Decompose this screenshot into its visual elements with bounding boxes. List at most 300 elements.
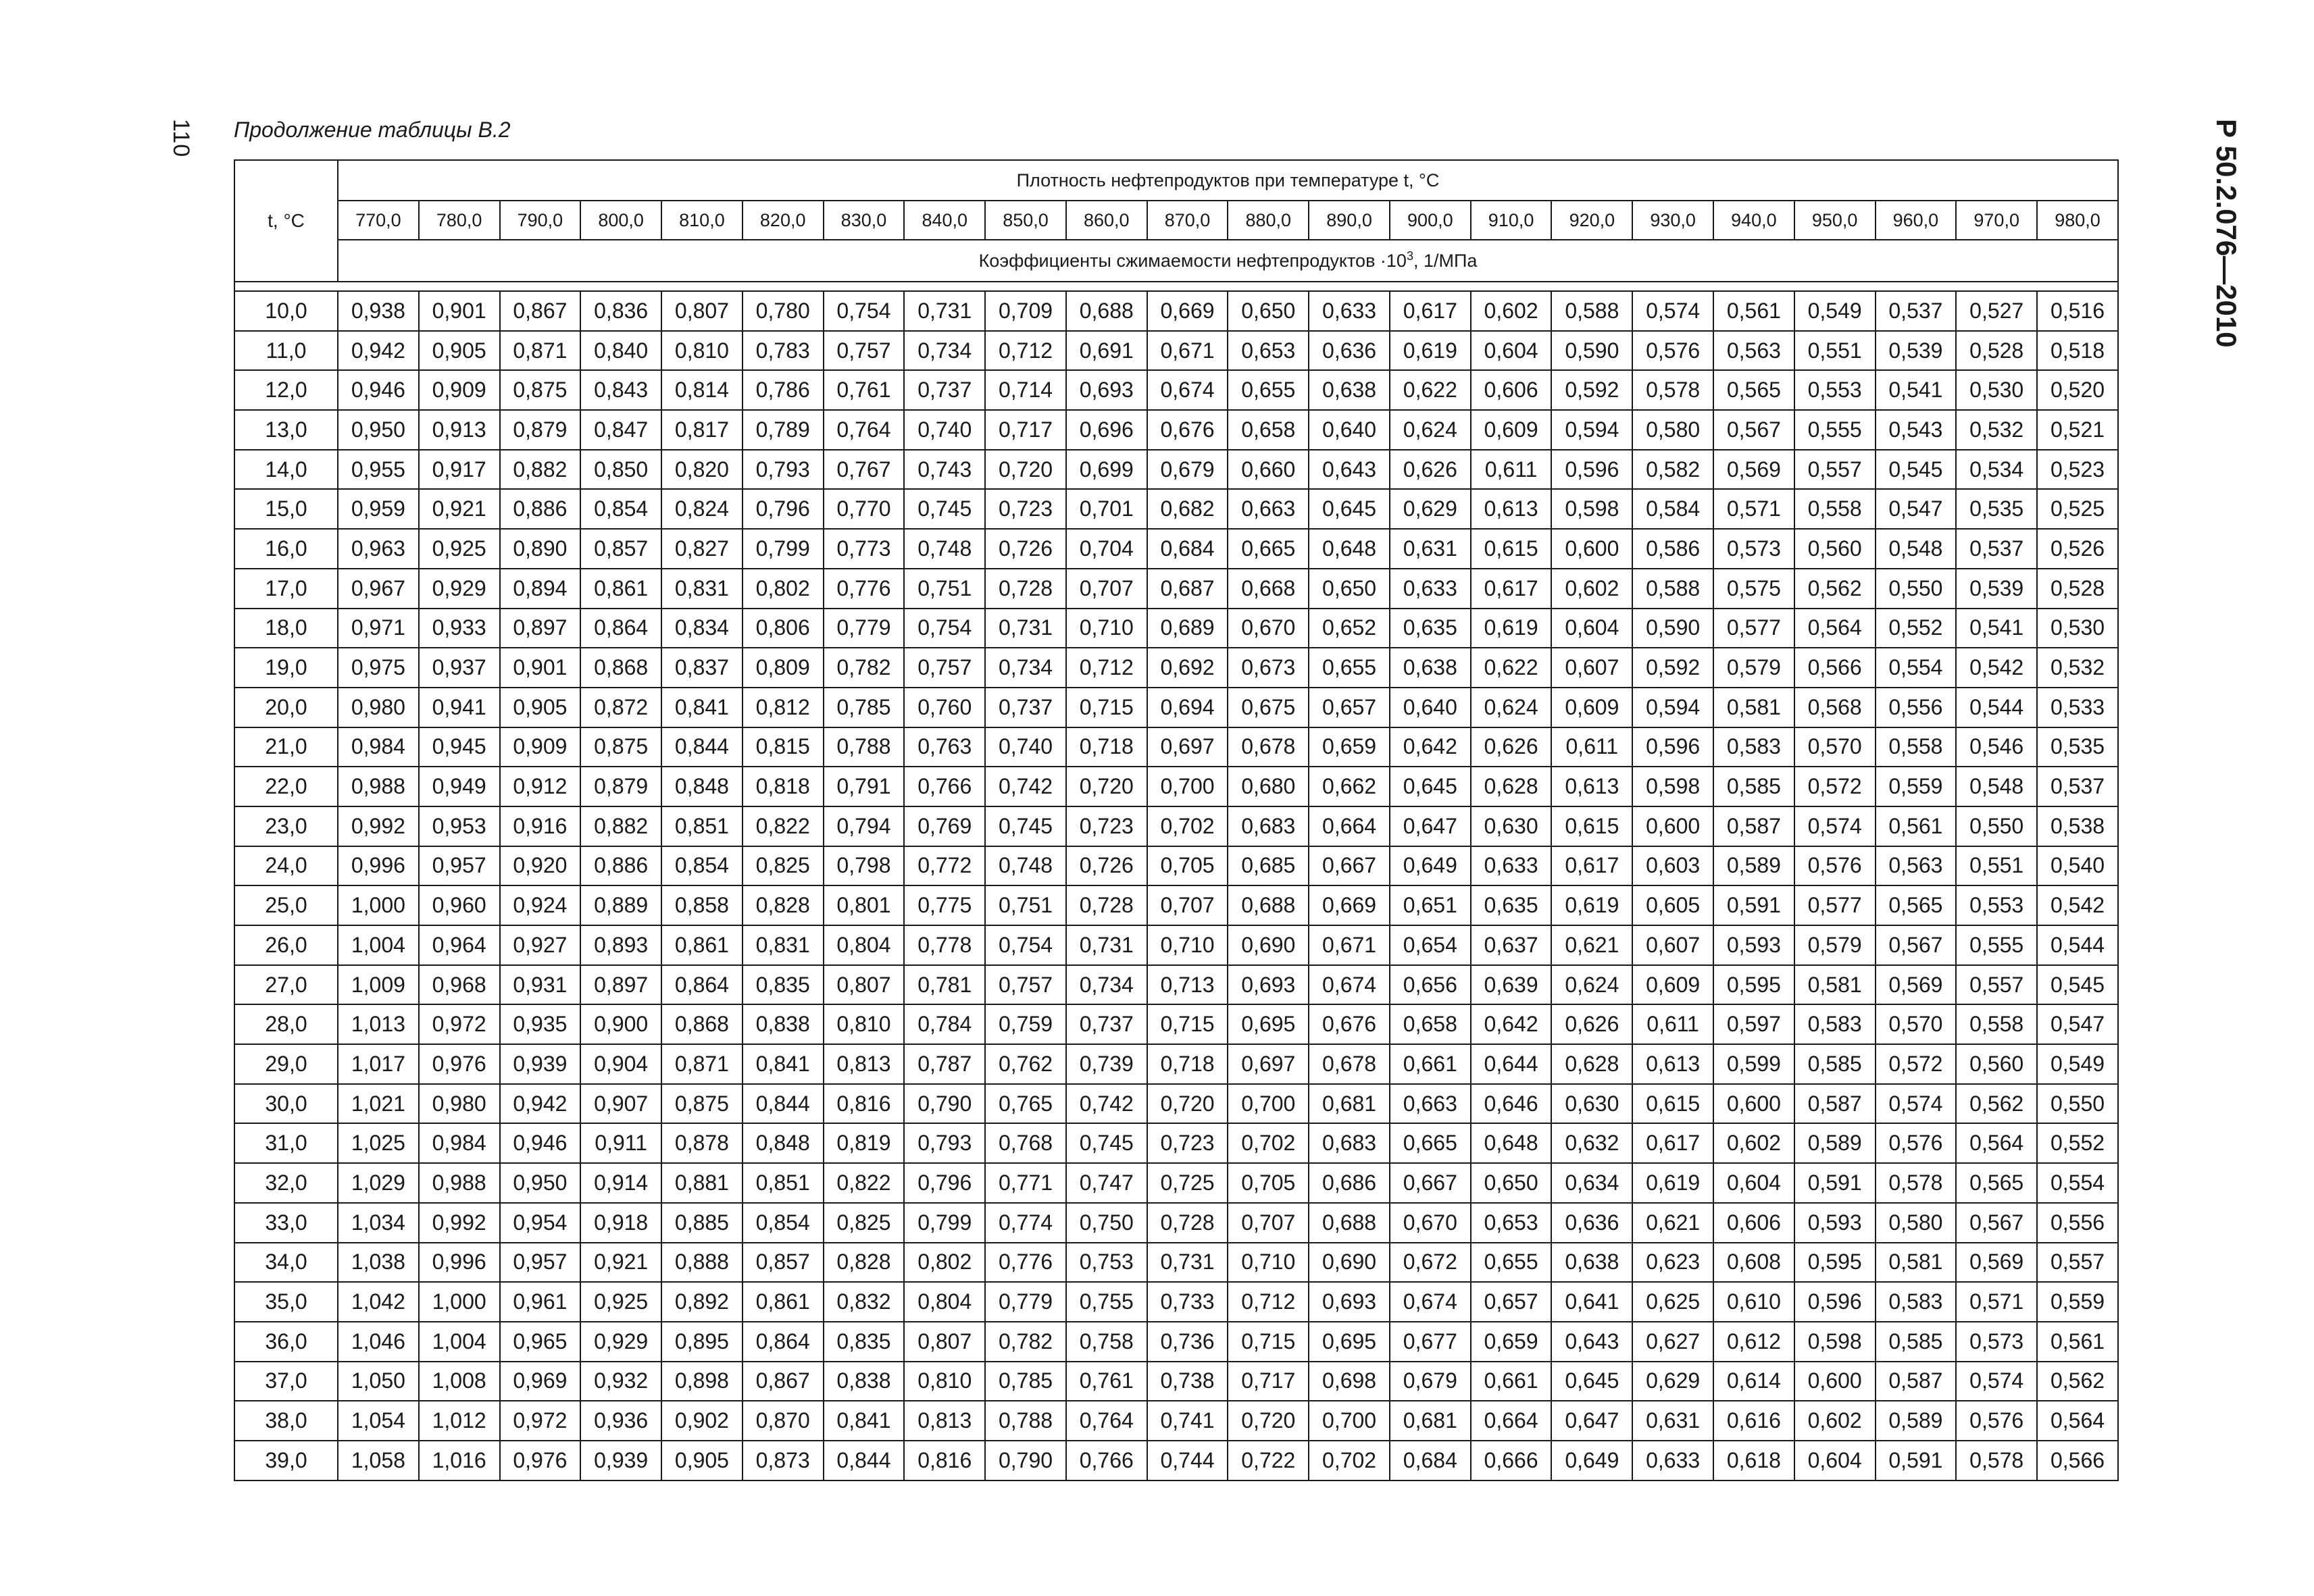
coefficient-cell: 0,757 <box>985 965 1066 1005</box>
coefficient-cell: 0,726 <box>985 529 1066 569</box>
coefficient-cell: 0,597 <box>1713 1004 1794 1044</box>
coefficient-cell: 0,594 <box>1632 688 1713 727</box>
coefficient-cell: 0,605 <box>1632 885 1713 925</box>
coefficient-cell: 0,592 <box>1632 648 1713 688</box>
coefficient-cell: 0,801 <box>824 885 905 925</box>
coefficient-cell: 0,664 <box>1309 806 1390 846</box>
coefficient-cell: 0,837 <box>661 648 743 688</box>
coefficient-cell: 0,824 <box>661 489 743 529</box>
coefficient-cell: 0,542 <box>2037 885 2118 925</box>
coefficient-cell: 0,671 <box>1309 925 1390 965</box>
coefficient-cell: 0,905 <box>661 1441 743 1481</box>
coefficient-cell: 0,717 <box>1228 1362 1309 1401</box>
coefficient-cell: 0,700 <box>1228 1084 1309 1124</box>
coefficient-cell: 0,537 <box>1956 529 2037 569</box>
coefficient-cell: 0,573 <box>1956 1322 2037 1362</box>
coefficient-cell: 0,980 <box>338 688 419 727</box>
coefficient-cell: 0,737 <box>1066 1004 1147 1044</box>
coefficient-cell: 1,012 <box>419 1401 500 1441</box>
coefficient-cell: 0,832 <box>824 1282 905 1322</box>
coefficient-cell: 0,785 <box>985 1362 1066 1401</box>
coefficient-cell: 0,584 <box>1632 489 1713 529</box>
coefficient-cell: 0,731 <box>1066 925 1147 965</box>
coefficient-cell: 0,702 <box>1147 806 1228 846</box>
coefficient-cell: 0,707 <box>1228 1203 1309 1243</box>
temperature-cell: 36,0 <box>234 1322 338 1362</box>
coefficient-cell: 0,556 <box>1876 688 1957 727</box>
coefficient-cell: 0,761 <box>1066 1362 1147 1401</box>
coefficient-cell: 0,600 <box>1794 1362 1876 1401</box>
coefficient-cell: 0,640 <box>1309 410 1390 450</box>
coefficient-cell: 0,868 <box>580 648 661 688</box>
coefficient-cell: 0,850 <box>580 450 661 490</box>
coefficient-cell: 0,816 <box>904 1441 985 1481</box>
coefficient-cell: 0,521 <box>2037 410 2118 450</box>
coefficient-cell: 0,586 <box>1632 529 1713 569</box>
coefficient-cell: 0,640 <box>1390 688 1471 727</box>
temperature-cell: 32,0 <box>234 1163 338 1203</box>
coefficient-cell: 0,854 <box>580 489 661 529</box>
coefficient-cell: 0,773 <box>824 529 905 569</box>
coefficient-cell: 0,917 <box>419 450 500 490</box>
coefficient-cell: 0,569 <box>1713 450 1794 490</box>
coefficient-cell: 0,576 <box>1794 846 1876 886</box>
coefficient-cell: 0,527 <box>1956 291 2037 331</box>
coefficient-cell: 0,702 <box>1228 1123 1309 1163</box>
coefficient-cell: 0,864 <box>580 609 661 648</box>
coefficient-cell: 0,616 <box>1713 1401 1794 1441</box>
coefficient-cell: 0,843 <box>580 370 661 410</box>
coefficient-cell: 0,598 <box>1551 489 1632 529</box>
coefficient-cell: 0,581 <box>1876 1243 1957 1283</box>
coefficient-cell: 0,679 <box>1390 1362 1471 1401</box>
coefficient-cell: 0,520 <box>2037 370 2118 410</box>
coefficient-cell: 0,743 <box>904 450 985 490</box>
coefficient-cell: 0,598 <box>1794 1322 1876 1362</box>
coefficient-cell: 0,867 <box>743 1362 824 1401</box>
coefficient-cell: 0,615 <box>1551 806 1632 846</box>
table-row <box>234 489 2118 529</box>
coefficient-cell: 0,757 <box>824 331 905 371</box>
coefficient-cell: 0,676 <box>1309 1004 1390 1044</box>
coefficient-cell: 0,534 <box>1956 450 2037 490</box>
coefficient-cell: 0,731 <box>1147 1243 1228 1283</box>
coefficient-cell: 0,712 <box>1066 648 1147 688</box>
coefficient-cell: 0,794 <box>824 806 905 846</box>
coefficient-cell: 0,949 <box>419 767 500 806</box>
coefficient-cell: 0,867 <box>500 291 581 331</box>
density-header-cell: 980,0 <box>2037 201 2118 240</box>
table-row <box>234 1203 2118 1243</box>
coefficient-cell: 0,851 <box>743 1163 824 1203</box>
coefficient-cell: 0,788 <box>985 1401 1066 1441</box>
coefficient-cell: 0,715 <box>1066 688 1147 727</box>
coefficient-cell: 0,898 <box>661 1362 743 1401</box>
coefficient-cell: 0,691 <box>1066 331 1147 371</box>
coefficient-cell: 0,596 <box>1551 450 1632 490</box>
coefficient-cell: 0,678 <box>1309 1044 1390 1084</box>
coefficient-cell: 0,580 <box>1632 410 1713 450</box>
coefficient-cell: 0,790 <box>904 1084 985 1124</box>
coefficient-cell: 0,667 <box>1390 1163 1471 1203</box>
coefficient-cell: 0,693 <box>1228 965 1309 1005</box>
coefficient-cell: 0,609 <box>1551 688 1632 727</box>
coefficient-cell: 0,535 <box>2037 727 2118 767</box>
density-header-cell: 910,0 <box>1471 201 1552 240</box>
coefficient-cell: 0,779 <box>824 609 905 648</box>
table-row <box>234 529 2118 569</box>
coefficient-cell: 0,600 <box>1551 529 1632 569</box>
coefficient-cell: 0,672 <box>1390 1243 1471 1283</box>
coefficient-cell: 0,615 <box>1632 1084 1713 1124</box>
coefficient-cell: 0,751 <box>904 569 985 609</box>
coefficient-cell: 0,802 <box>904 1243 985 1283</box>
table-row <box>234 1004 2118 1044</box>
coefficient-cell: 0,592 <box>1551 370 1632 410</box>
coefficient-cell: 0,776 <box>824 569 905 609</box>
coefficient-cell: 0,834 <box>661 609 743 648</box>
table-row <box>234 1441 2118 1481</box>
temperature-cell: 19,0 <box>234 648 338 688</box>
coefficient-cell: 0,574 <box>1794 806 1876 846</box>
coefficient-cell: 1,034 <box>338 1203 419 1243</box>
coefficient-cell: 0,886 <box>500 489 581 529</box>
coefficient-cell: 0,657 <box>1471 1282 1552 1322</box>
coefficient-cell: 0,770 <box>824 489 905 529</box>
density-header-cell: 780,0 <box>419 201 500 240</box>
coefficient-cell: 0,662 <box>1309 767 1390 806</box>
coefficient-cell: 0,697 <box>1228 1044 1309 1084</box>
coefficient-cell: 0,963 <box>338 529 419 569</box>
coefficient-cell: 0,757 <box>904 648 985 688</box>
coefficient-cell: 0,653 <box>1228 331 1309 371</box>
coefficient-cell: 0,945 <box>419 727 500 767</box>
coefficient-cell: 0,585 <box>1876 1322 1957 1362</box>
coefficient-cell: 0,647 <box>1551 1401 1632 1441</box>
coefficient-cell: 0,643 <box>1551 1322 1632 1362</box>
coefficient-cell: 0,851 <box>661 806 743 846</box>
coefficient-cell: 0,820 <box>661 450 743 490</box>
coefficient-cell: 0,841 <box>661 688 743 727</box>
temperature-cell: 12,0 <box>234 370 338 410</box>
coefficient-cell: 0,728 <box>1147 1203 1228 1243</box>
coefficient-cell: 0,690 <box>1228 925 1309 965</box>
coefficient-cell: 0,871 <box>661 1044 743 1084</box>
coefficient-cell: 0,633 <box>1632 1441 1713 1481</box>
coefficient-cell: 0,698 <box>1309 1362 1390 1401</box>
coefficient-cell: 0,619 <box>1390 331 1471 371</box>
coefficient-cell: 0,681 <box>1309 1084 1390 1124</box>
coefficient-cell: 0,569 <box>1956 1243 2037 1283</box>
coefficient-cell: 0,617 <box>1632 1123 1713 1163</box>
temperature-cell: 16,0 <box>234 529 338 569</box>
coefficient-cell: 0,955 <box>338 450 419 490</box>
coefficient-cell: 1,038 <box>338 1243 419 1283</box>
table-row <box>234 331 2118 371</box>
coefficient-cell: 0,946 <box>338 370 419 410</box>
coefficient-cell: 0,714 <box>985 370 1066 410</box>
coefficient-cell: 0,598 <box>1632 767 1713 806</box>
coefficient-cell: 0,886 <box>580 846 661 886</box>
coefficient-cell: 0,705 <box>1147 846 1228 886</box>
coefficient-cell: 0,660 <box>1228 450 1309 490</box>
coefficient-cell: 0,611 <box>1471 450 1552 490</box>
coefficient-cell: 0,613 <box>1632 1044 1713 1084</box>
coefficient-cell: 0,624 <box>1551 965 1632 1005</box>
coefficient-cell: 0,992 <box>338 806 419 846</box>
coefficient-cell: 0,782 <box>985 1322 1066 1362</box>
coefficient-cell: 0,783 <box>743 331 824 371</box>
coefficient-cell: 0,563 <box>1713 331 1794 371</box>
compressibility-table <box>234 159 2119 1481</box>
coefficient-cell: 0,619 <box>1471 609 1552 648</box>
coefficient-cell: 0,888 <box>661 1243 743 1283</box>
coefficient-cell: 0,847 <box>580 410 661 450</box>
coefficient-cell: 0,554 <box>2037 1163 2118 1203</box>
coefficient-cell: 0,675 <box>1228 688 1309 727</box>
coefficient-cell: 0,822 <box>824 1163 905 1203</box>
coefficient-cell: 0,666 <box>1471 1441 1552 1481</box>
density-header-cell: 800,0 <box>580 201 661 240</box>
temperature-cell: 20,0 <box>234 688 338 727</box>
coefficient-cell: 0,753 <box>1066 1243 1147 1283</box>
coefficient-cell: 0,984 <box>338 727 419 767</box>
coefficient-cell: 0,638 <box>1309 370 1390 410</box>
coefficient-cell: 0,642 <box>1390 727 1471 767</box>
coefficient-cell: 0,585 <box>1794 1044 1876 1084</box>
coefficient-cell: 1,025 <box>338 1123 419 1163</box>
coefficient-cell: 0,558 <box>1876 727 1957 767</box>
coefficient-cell: 0,827 <box>661 529 743 569</box>
coefficient-header: Коэффициенты сжимаемости нефтепродуктов $\cdot 10^3$, 1/МПа <box>338 240 2118 282</box>
coefficient-cell: 0,785 <box>824 688 905 727</box>
coefficient-cell: 0,561 <box>2037 1322 2118 1362</box>
coefficient-cell: 0,542 <box>1956 648 2037 688</box>
coefficient-cell: 0,550 <box>2037 1084 2118 1124</box>
temperature-cell: 38,0 <box>234 1401 338 1441</box>
coefficient-cell: 0,942 <box>338 331 419 371</box>
coefficient-cell: 1,050 <box>338 1362 419 1401</box>
coefficient-cell: 0,684 <box>1390 1441 1471 1481</box>
coefficient-cell: 0,802 <box>743 569 824 609</box>
coefficient-cell: 0,784 <box>904 1004 985 1044</box>
table-row <box>234 965 2118 1005</box>
coefficient-cell: 0,557 <box>1956 965 2037 1005</box>
coefficient-cell: 0,611 <box>1551 727 1632 767</box>
temperature-cell: 34,0 <box>234 1243 338 1283</box>
temperature-cell: 14,0 <box>234 450 338 490</box>
coefficient-cell: 0,957 <box>500 1243 581 1283</box>
coefficient-cell: 1,016 <box>419 1441 500 1481</box>
coefficient-cell: 0,745 <box>1066 1123 1147 1163</box>
coefficient-cell: 0,946 <box>500 1123 581 1163</box>
coefficient-cell: 0,526 <box>2037 529 2118 569</box>
coefficient-cell: 0,687 <box>1147 569 1228 609</box>
coefficient-cell: 0,775 <box>904 885 985 925</box>
coefficient-cell: 0,854 <box>661 846 743 886</box>
coefficient-cell: 0,828 <box>743 885 824 925</box>
coefficient-cell: 0,624 <box>1471 688 1552 727</box>
coefficient-cell: 0,585 <box>1713 767 1794 806</box>
coefficient-cell: 0,530 <box>1956 370 2037 410</box>
coefficient-cell: 0,557 <box>1794 450 1876 490</box>
coefficient-cell: 0,760 <box>904 688 985 727</box>
coefficient-cell: 0,838 <box>824 1362 905 1401</box>
coefficient-cell: 0,873 <box>743 1441 824 1481</box>
coefficient-cell: 0,562 <box>1956 1084 2037 1124</box>
coefficient-cell: 0,568 <box>1794 688 1876 727</box>
coefficient-cell: 0,733 <box>1147 1282 1228 1322</box>
coefficient-cell: 0,960 <box>419 885 500 925</box>
coefficient-cell: 0,781 <box>904 965 985 1005</box>
coefficient-cell: 0,578 <box>1632 370 1713 410</box>
coefficient-cell: 0,980 <box>419 1084 500 1124</box>
coefficient-cell: 0,680 <box>1228 767 1309 806</box>
coefficient-cell: 0,902 <box>661 1401 743 1441</box>
coefficient-cell: 0,959 <box>338 489 419 529</box>
table-row <box>234 688 2118 727</box>
coefficient-cell: 0,547 <box>2037 1004 2118 1044</box>
coefficient-cell: 0,590 <box>1551 331 1632 371</box>
coefficient-cell: 0,875 <box>661 1084 743 1124</box>
coefficient-cell: 0,566 <box>1794 648 1876 688</box>
coefficient-cell: 0,658 <box>1228 410 1309 450</box>
coefficient-cell: 0,858 <box>661 885 743 925</box>
coefficient-cell: 0,573 <box>1713 529 1794 569</box>
coefficient-cell: 0,591 <box>1876 1441 1957 1481</box>
temperature-cell: 10,0 <box>234 291 338 331</box>
coefficient-cell: 0,649 <box>1551 1441 1632 1481</box>
coefficient-cell: 0,570 <box>1794 727 1876 767</box>
coefficient-cell: 0,652 <box>1309 609 1390 648</box>
coefficient-cell: 0,971 <box>338 609 419 648</box>
coefficient-cell: 0,625 <box>1632 1282 1713 1322</box>
coefficient-cell: 0,790 <box>985 1441 1066 1481</box>
coefficient-cell: 0,571 <box>1956 1282 2037 1322</box>
coefficient-cell: 1,017 <box>338 1044 419 1084</box>
coefficient-cell: 0,813 <box>904 1401 985 1441</box>
coefficient-cell: 0,532 <box>1956 410 2037 450</box>
coefficient-cell: 0,638 <box>1551 1243 1632 1283</box>
coefficient-cell: 0,556 <box>2037 1203 2118 1243</box>
coefficient-cell: 0,759 <box>985 1004 1066 1044</box>
coefficient-cell: 0,723 <box>1066 806 1147 846</box>
coefficient-cell: 0,879 <box>500 410 581 450</box>
coefficient-cell: 0,630 <box>1471 806 1552 846</box>
coefficient-cell: 0,655 <box>1309 648 1390 688</box>
coefficient-cell: 0,844 <box>743 1084 824 1124</box>
coefficient-cell: 0,581 <box>1713 688 1794 727</box>
coefficient-cell: 0,772 <box>904 846 985 886</box>
coefficient-cell: 0,608 <box>1713 1243 1794 1283</box>
coefficient-cell: 0,638 <box>1390 648 1471 688</box>
coefficient-cell: 0,921 <box>580 1243 661 1283</box>
coefficient-cell: 0,552 <box>1876 609 1957 648</box>
coefficient-cell: 0,929 <box>419 569 500 609</box>
coefficient-cell: 0,722 <box>1228 1441 1309 1481</box>
coefficient-cell: 0,901 <box>500 648 581 688</box>
coefficient-cell: 0,565 <box>1713 370 1794 410</box>
coefficient-cell: 0,925 <box>419 529 500 569</box>
coefficient-cell: 0,717 <box>985 410 1066 450</box>
temperature-cell: 24,0 <box>234 846 338 886</box>
coefficient-cell: 0,667 <box>1309 846 1390 886</box>
coefficient-cell: 0,574 <box>1956 1362 2037 1401</box>
coefficient-cell: 0,623 <box>1632 1243 1713 1283</box>
coefficient-cell: 0,764 <box>1066 1401 1147 1441</box>
density-header-cell: 860,0 <box>1066 201 1147 240</box>
coefficient-cell: 0,621 <box>1632 1203 1713 1243</box>
coefficient-cell: 0,972 <box>419 1004 500 1044</box>
coefficient-cell: 0,593 <box>1794 1203 1876 1243</box>
coefficient-cell: 0,537 <box>1876 291 1957 331</box>
coefficient-cell: 0,639 <box>1471 965 1552 1005</box>
coefficient-cell: 0,707 <box>1066 569 1147 609</box>
coefficient-cell: 0,996 <box>338 846 419 886</box>
coefficient-cell: 0,618 <box>1713 1441 1794 1481</box>
coefficient-cell: 0,583 <box>1876 1282 1957 1322</box>
coefficient-cell: 0,569 <box>1876 965 1957 1005</box>
coefficient-cell: 0,636 <box>1309 331 1390 371</box>
coefficient-cell: 0,685 <box>1228 846 1309 886</box>
coefficient-cell: 0,567 <box>1713 410 1794 450</box>
coefficient-cell: 0,637 <box>1471 925 1552 965</box>
coefficient-cell: 0,815 <box>743 727 824 767</box>
coefficient-cell: 0,941 <box>419 688 500 727</box>
coefficient-cell: 0,718 <box>1066 727 1147 767</box>
density-header-cell: 930,0 <box>1632 201 1713 240</box>
coefficient-cell: 0,565 <box>1956 1163 2037 1203</box>
coefficient-cell: 0,897 <box>580 965 661 1005</box>
density-header-cell: 810,0 <box>661 201 743 240</box>
coefficient-cell: 0,663 <box>1228 489 1309 529</box>
coefficient-cell: 0,595 <box>1713 965 1794 1005</box>
coefficient-cell: 0,688 <box>1309 1203 1390 1243</box>
density-header-cell: 770,0 <box>338 201 419 240</box>
coefficient-cell: 0,548 <box>1956 767 2037 806</box>
coefficient-cell: 0,656 <box>1390 965 1471 1005</box>
coefficient-cell: 0,674 <box>1147 370 1228 410</box>
coefficient-cell: 0,539 <box>1876 331 1957 371</box>
coefficient-cell: 0,541 <box>1956 609 2037 648</box>
coefficient-cell: 0,634 <box>1551 1163 1632 1203</box>
coefficient-cell: 0,594 <box>1551 410 1632 450</box>
coefficient-cell: 0,683 <box>1228 806 1309 846</box>
coefficient-cell: 0,551 <box>1794 331 1876 371</box>
coefficient-cell: 0,602 <box>1713 1123 1794 1163</box>
coefficient-cell: 0,583 <box>1713 727 1794 767</box>
coefficient-cell: 0,741 <box>1147 1401 1228 1441</box>
table-row <box>234 767 2118 806</box>
coefficient-cell: 0,763 <box>904 727 985 767</box>
table-row <box>234 410 2118 450</box>
coefficient-cell: 0,950 <box>338 410 419 450</box>
coefficient-cell: 0,562 <box>1794 569 1876 609</box>
coefficient-cell: 0,576 <box>1956 1401 2037 1441</box>
coefficient-cell: 1,054 <box>338 1401 419 1441</box>
coefficient-cell: 0,617 <box>1551 846 1632 886</box>
coefficient-cell: 0,972 <box>500 1401 581 1441</box>
coefficient-cell: 0,817 <box>661 410 743 450</box>
coefficient-cell: 0,748 <box>904 529 985 569</box>
coefficient-cell: 0,796 <box>743 489 824 529</box>
coefficient-cell: 0,635 <box>1471 885 1552 925</box>
coefficient-cell: 0,632 <box>1551 1123 1632 1163</box>
coefficient-cell: 0,939 <box>580 1441 661 1481</box>
coefficient-cell: 0,864 <box>661 965 743 1005</box>
coefficient-cell: 0,537 <box>2037 767 2118 806</box>
density-header-cell: 920,0 <box>1551 201 1632 240</box>
